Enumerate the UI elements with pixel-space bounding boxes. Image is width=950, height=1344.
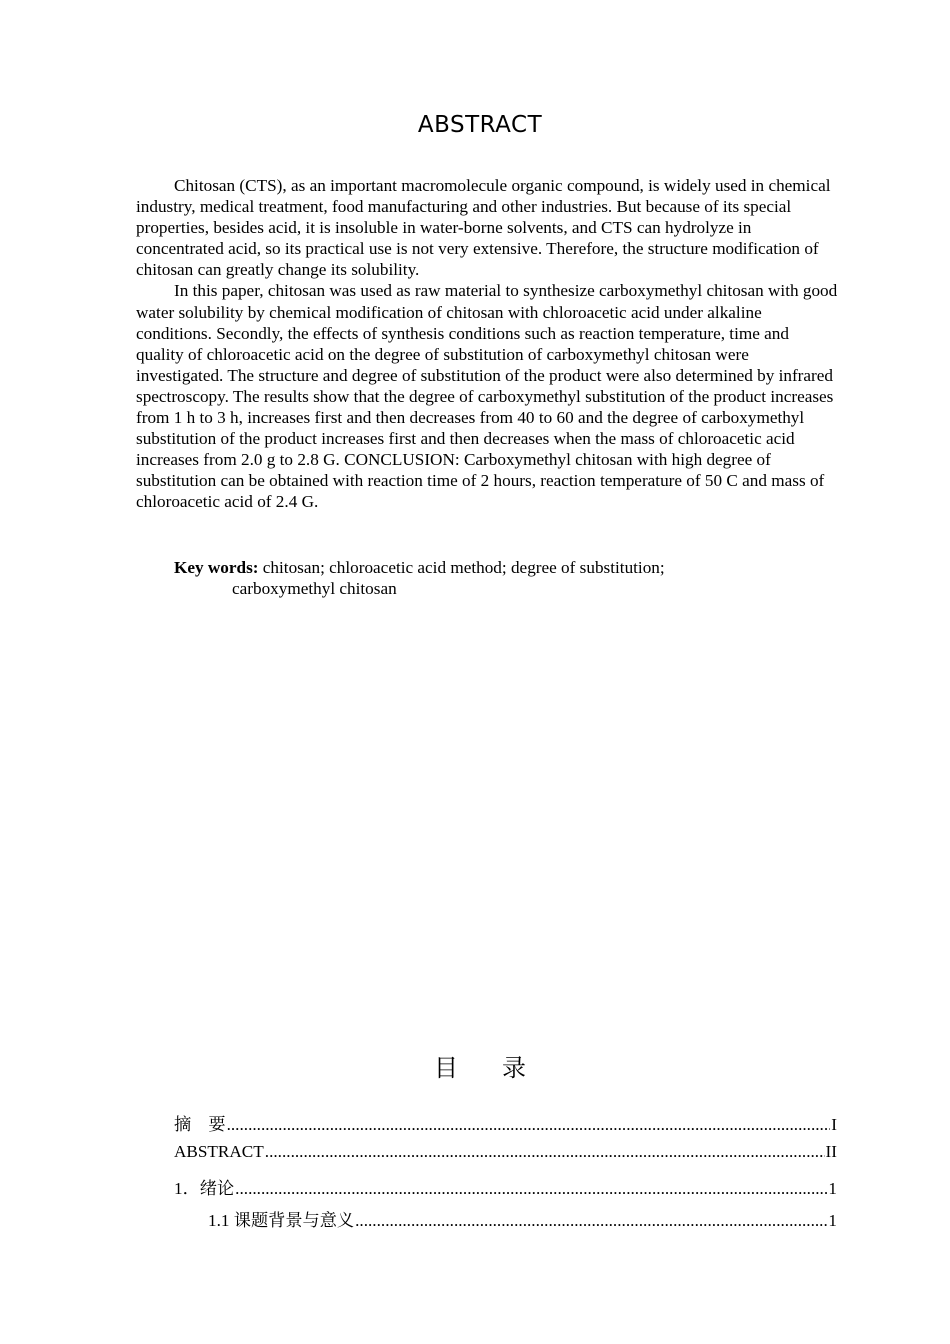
toc-leader-dots	[355, 1211, 827, 1231]
toc-entry-page: 1	[828, 1211, 837, 1230]
toc-entry-label: 1．绪论	[174, 1179, 235, 1198]
toc-entry-label: 摘 要	[174, 1115, 226, 1134]
keywords-label: Key words:	[174, 558, 259, 577]
abstract-paragraph-1: Chitosan (CTS), as an important macromolecule organic compound, is widely used in chemical industry, medical treatment, food manufacturing and other industries. But because of its special properties, besides acid, it is insoluble in water-borne solvents, and CTS can hydrolyze in concentrated acid, so its practical use is not very extensive. Therefore, the structure modification of chitosan can greatly change its solubility.	[136, 176, 831, 280]
abstract-body	[136, 175, 838, 513]
toc-entry-page: 1	[828, 1179, 837, 1198]
toc-heading: 目录	[434, 1054, 570, 1082]
toc-leader-dots	[265, 1142, 825, 1162]
abstract-heading: ABSTRACT	[417, 112, 543, 138]
toc-entry-abstract-en[interactable]	[174, 1142, 837, 1174]
toc-entry-section-1-1[interactable]	[174, 1206, 837, 1238]
toc-entry-page: I	[831, 1115, 837, 1134]
toc-entry-chapter-1[interactable]	[174, 1174, 837, 1206]
table-of-contents	[174, 1110, 837, 1238]
toc-entry-page: II	[825, 1142, 837, 1161]
keywords	[174, 557, 774, 599]
toc-entry-label: ABSTRACT	[174, 1142, 264, 1161]
toc-entry-abstract-cn[interactable]	[174, 1110, 837, 1142]
abstract-paragraph-2: In this paper, chitosan was used as raw material to synthesize carboxymethyl chitosan with good water solubility by chemical modification of chitosan with chloroacetic acid under alkaline conditions. Secondly, the effects of synthesis conditions such as reaction temperature, time and quality of chloroacetic acid on the degree of substitution of carboxymethyl chitosan were investigated. The structure and degree of substitution of the product were also determined by infrared spectroscopy. The results show that the degree of carboxymethyl substitution of the product increases from 1 h to 3 h, increases first and then decreases from 40 to 60 and the degree of carboxymethyl substitution of the product increases first and then decreases when the mass of chloroacetic acid increases from 2.0 g to 2.8 G. CONCLUSION: Carboxymethyl chitosan with high degree of substitution can be obtained with reaction time of 2 hours, reaction temperature of 50 C and mass of chloroacetic acid of 2.4 G.	[136, 281, 838, 512]
toc-leader-dots	[235, 1179, 827, 1199]
toc-entry-label: 1.1 课题背景与意义	[208, 1211, 355, 1230]
toc-leader-dots	[227, 1115, 831, 1135]
keywords-line-1: chitosan; chloroacetic acid method; degree of substitution;	[262, 558, 665, 577]
keywords-line-2: carboxymethyl chitosan	[232, 579, 397, 599]
